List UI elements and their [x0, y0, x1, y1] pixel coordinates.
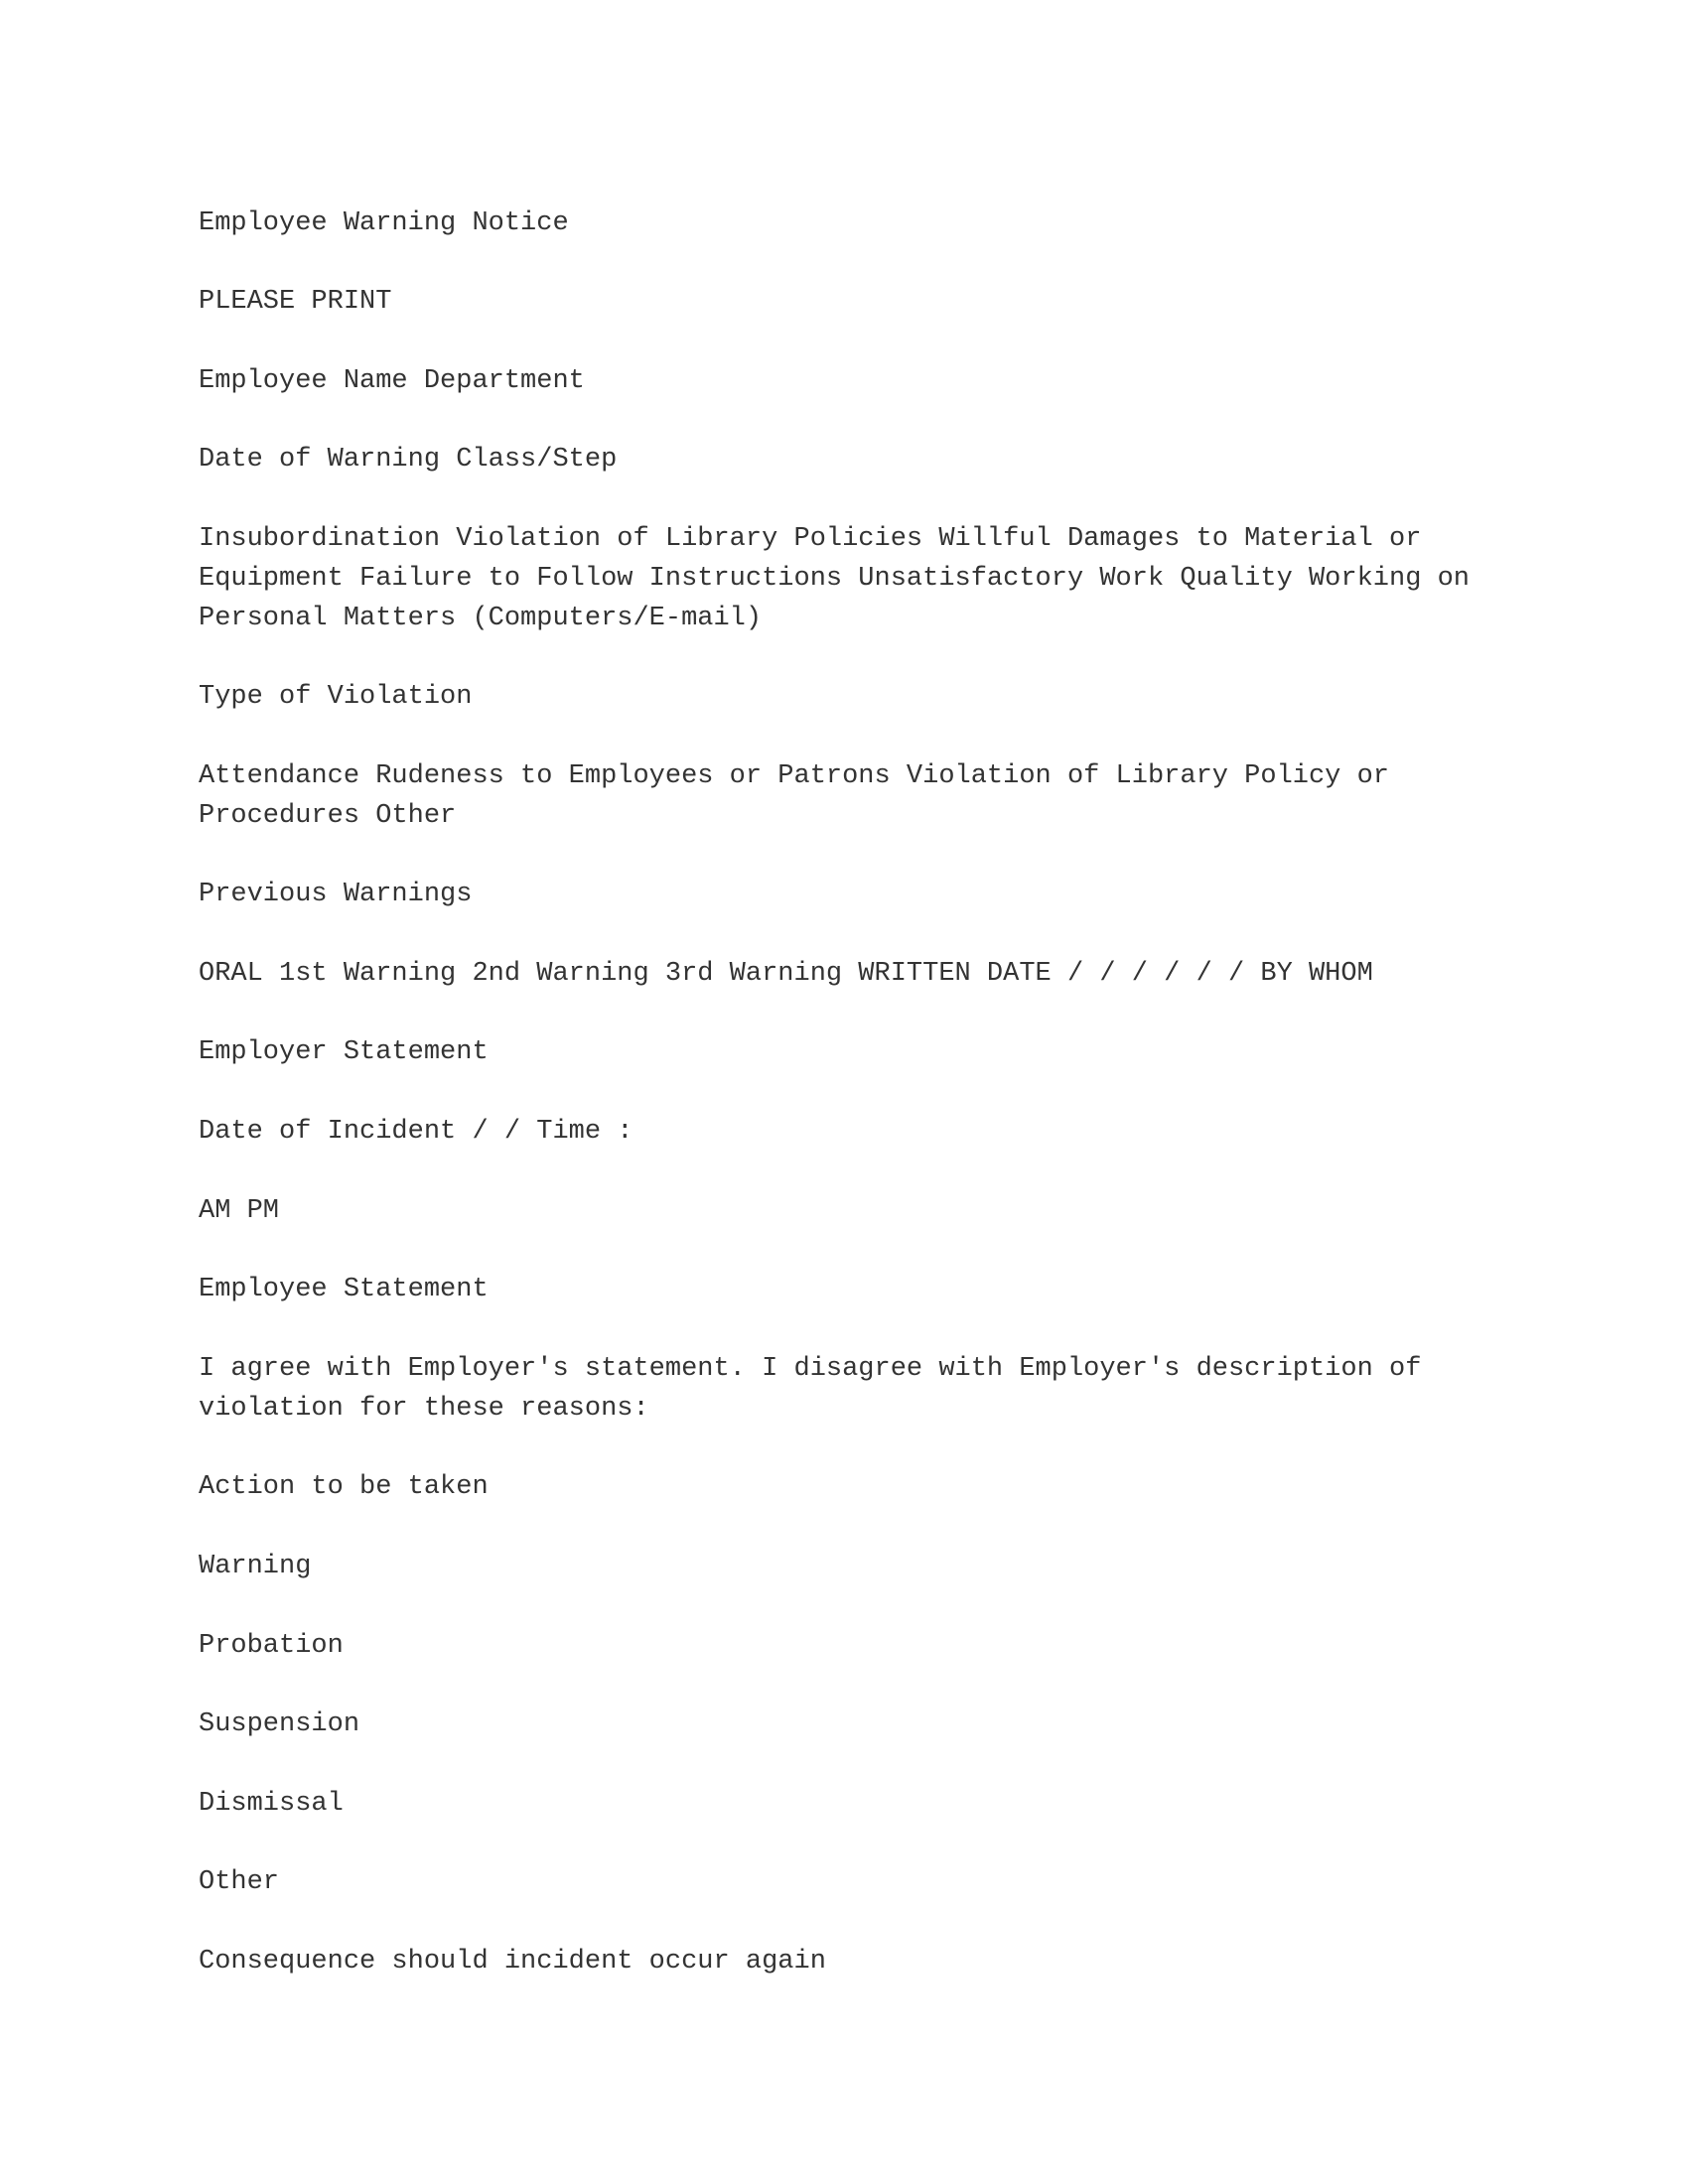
date-of-incident-label: Date of Incident / / Time :	[199, 1117, 633, 1147]
action-probation: Probation	[199, 1631, 344, 1661]
employee-statement-text: I agree with Employer's statement. I disagree with Employer's description of violation for these reasons:	[199, 1354, 1438, 1424]
violation-options-list-2: Attendance Rudeness to Employees or Patrons Violation of Library Policy or Procedures Other	[199, 761, 1406, 831]
date-of-warning-label: Date of Warning Class/Step	[199, 445, 618, 475]
employer-statement-heading: Employer Statement	[199, 1037, 489, 1067]
am-pm-label: AM PM	[199, 1196, 280, 1226]
consequence-heading: Consequence should incident occur again	[199, 1947, 826, 1977]
type-of-violation-heading: Type of Violation	[199, 682, 473, 712]
action-other: Other	[199, 1867, 280, 1897]
document-title: Employee Warning Notice	[199, 208, 569, 238]
action-heading: Action to be taken	[199, 1472, 489, 1502]
action-dismissal: Dismissal	[199, 1789, 344, 1819]
action-warning: Warning	[199, 1552, 312, 1581]
print-instruction: PLEASE PRINT	[199, 287, 392, 317]
previous-warnings-line: ORAL 1st Warning 2nd Warning 3rd Warning WRITTEN DATE / / / / / / BY WHOM	[199, 959, 1373, 989]
action-suspension: Suspension	[199, 1709, 360, 1739]
previous-warnings-heading: Previous Warnings	[199, 880, 473, 909]
employee-statement-heading: Employee Statement	[199, 1275, 489, 1304]
employee-name-department-label: Employee Name Department	[199, 366, 585, 396]
violation-options-list: Insubordination Violation of Library Policies Willful Damages to Material or Equipment Failure to Follow Instructions Unsatisfactory Work Quality Working on Personal Matters (Computers/E-mail)	[199, 524, 1486, 633]
